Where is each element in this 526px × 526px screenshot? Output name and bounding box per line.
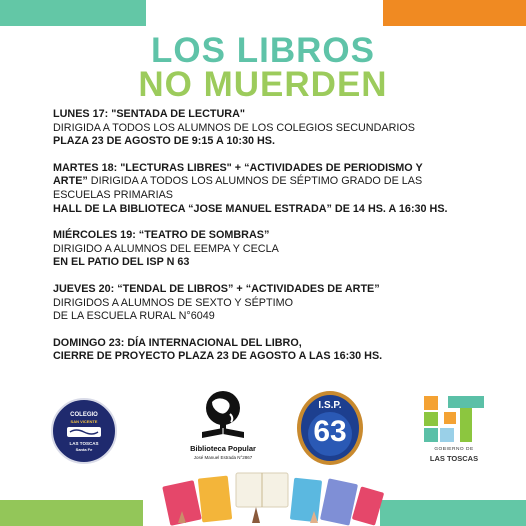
biblioteca-subtitle: José Manuel Estrada N°2867: [193, 455, 253, 460]
event-line: EN EL PATIO DEL ISP N 63: [53, 256, 190, 269]
event-line: DE LA ESCUELA RURAL N°6049: [53, 310, 215, 323]
colegio-label: COLEGIO: [70, 412, 98, 418]
corner-bar-top-right: [383, 0, 526, 26]
biblioteca-name: Biblioteca Popular: [190, 444, 256, 453]
isp-number: 63: [313, 415, 347, 448]
event-tuesday: [53, 162, 493, 216]
colegio-logo: [51, 398, 117, 464]
event-monday: [53, 108, 493, 149]
corner-bar-bottom-right: [380, 500, 526, 526]
gobierno-emblem-icon: [422, 392, 486, 444]
event-thursday: [53, 283, 493, 324]
title-line-1: LOS LIBROS: [151, 31, 375, 70]
event-line: ESCUELAS PRIMARIAS: [53, 188, 173, 201]
event-line: JUEVES 20: “TENDAL DE LIBROS” + “ACTIVIDADES DE ARTE”: [53, 282, 380, 295]
biblioteca-logo: [180, 388, 266, 468]
book-emblem-icon: [66, 425, 102, 439]
event-schedule: [53, 108, 493, 377]
corner-bar-top-left: [0, 0, 146, 26]
gobierno-logo: [416, 392, 492, 468]
colegio-city: LAS TOSCAS: [69, 441, 99, 446]
event-line: DIRIGIDO A ALUMNOS DEL EEMPA Y CECLA: [53, 242, 279, 255]
event-line: DIRIGIDA A TODOS LOS ALUMNOS DE LOS COLEGIOS SECUNDARIOS: [53, 121, 415, 134]
globe-book-icon: [198, 388, 248, 444]
event-line: PLAZA 23 DE AGOSTO DE 9:15 A 10:30 HS.: [53, 135, 275, 148]
title-line-2: NO MUERDEN: [138, 65, 388, 104]
colegio-province: Santa Fe: [75, 447, 93, 452]
event-line: MIÉRCOLES 19: “TEATRO DE SOMBRAS”: [53, 229, 270, 242]
gobierno-name: LAS TOSCAS: [429, 454, 479, 463]
isp-label: I.S.P.: [318, 400, 342, 411]
event-wednesday: [53, 229, 493, 270]
event-line: LUNES 17: "SENTADA DE LECTURA": [53, 108, 245, 120]
sponsor-logos: [0, 388, 526, 468]
event-line: DOMINGO 23: DÍA INTERNACIONAL DEL LIBRO,: [53, 336, 302, 349]
event-line-rest: DIRIGIDA A TODOS LOS ALUMNOS DE SÉPTIMO GRADO DE LAS: [87, 175, 423, 188]
event-line: DIRIGIDOS A ALUMNOS DE SEXTO Y SÉPTIMO: [53, 296, 293, 309]
event-line: MARTES 18: "LECTURAS LIBRES" + “ACTIVIDADES DE PERIODISMO Y: [53, 161, 423, 174]
event-sunday: [53, 337, 493, 364]
event-line: HALL DE LA BIBLIOTECA “JOSE MANUEL ESTRADA” DE 14 HS. A 16:30 HS.: [53, 202, 448, 215]
colegio-name: SAN VICENTE: [70, 419, 98, 424]
corner-bar-bottom-left: [0, 500, 143, 526]
event-line: [53, 175, 493, 189]
gobierno-small-text: GOBIERNO DE: [434, 447, 474, 452]
books-illustration: [160, 467, 384, 526]
event-line-bold: ARTE”: [53, 175, 88, 188]
event-line: CIERRE DE PROYECTO PLAZA 23 DE AGOSTO A LAS 16:30 HS.: [53, 350, 383, 363]
isp-logo: [296, 390, 364, 466]
